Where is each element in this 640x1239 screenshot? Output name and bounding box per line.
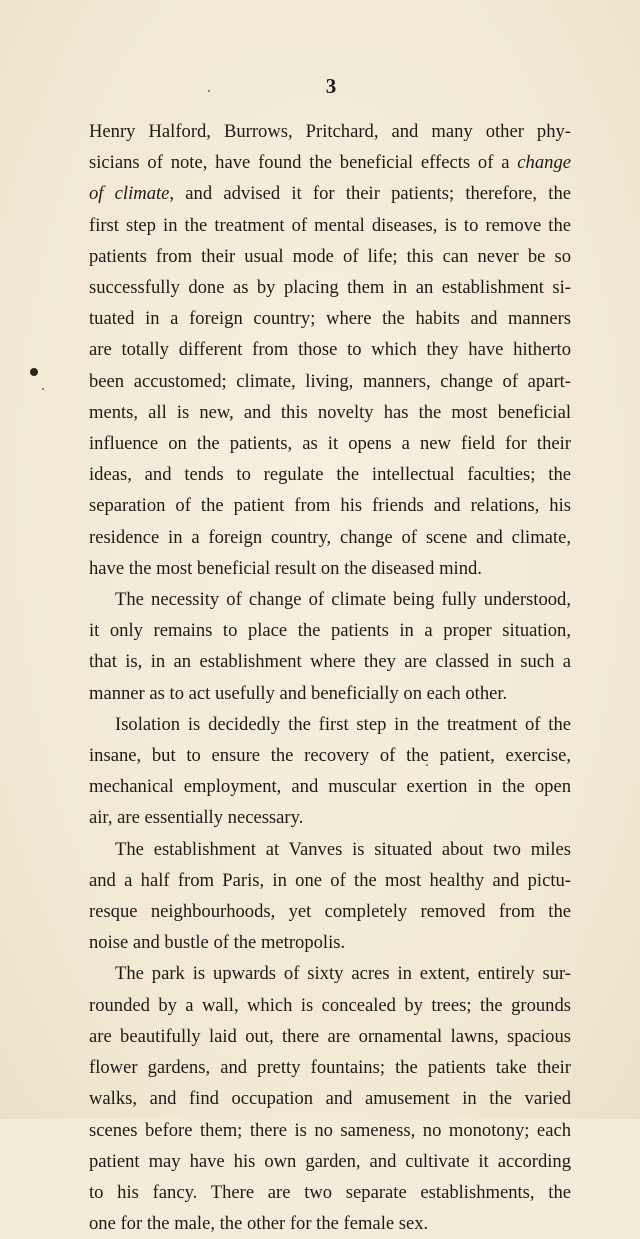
italic-phrase: of climate: [89, 183, 170, 205]
text-line: it only remains to place the patients in a proper situation,: [89, 620, 571, 642]
text-line: have the most beneficial result on the diseased mind.: [89, 557, 482, 579]
text-line: The establishment at Vanves is situated about two miles: [115, 838, 571, 860]
text-line: mechanical employment, and muscular exertion in the open: [89, 776, 571, 798]
text-line: The necessity of change of climate being fully understood,: [115, 589, 571, 611]
text-line: and a half from Paris, in one of the most healthy and pictu-: [89, 869, 571, 891]
text-line: are totally different from those to which they have hitherto: [89, 339, 571, 361]
text-line: insane, but to ensure the recovery of the patient, exercise,: [89, 745, 571, 767]
paragraph-3: [89, 709, 571, 834]
text-line: The park is upwards of sixty acres in extent, entirely sur-: [115, 963, 571, 985]
text-line: are beautifully laid out, there are ornamental lawns, spacious: [89, 1025, 571, 1047]
text-line: Isolation is decidedly the first step in the treatment of the: [115, 713, 571, 735]
paragraph-4: [89, 834, 571, 959]
page-number: 3: [325, 74, 337, 98]
text-line: [89, 178, 571, 209]
body-text: [89, 116, 571, 1239]
text-line: first step in the treatment of mental diseases, is to remove the: [89, 214, 571, 236]
text-line: patients from their usual mode of life; this can never be so: [89, 245, 571, 267]
paper-speck: [42, 388, 44, 390]
text-line: residence in a foreign country, change of scene and climate,: [89, 526, 571, 548]
text-line: scenes before them; there is no sameness, no monotony; each: [89, 1119, 571, 1141]
text-line: tuated in a foreign country; where the habits and manners: [89, 308, 571, 330]
text-line: separation of the patient from his friends and relations, his: [89, 495, 571, 517]
text-line: walks, and find occupation and amusement in the varied: [89, 1088, 571, 1110]
text-line: noise and bustle of the metropolis.: [89, 932, 346, 954]
text-line: ments, all is new, and this novelty has the most beneficial: [89, 401, 571, 423]
paragraph-1: [89, 116, 571, 584]
text-line: [89, 147, 571, 178]
text-line: rounded by a wall, which is concealed by trees; the grounds: [89, 994, 571, 1016]
margin-ink-dot: [30, 368, 38, 376]
text-line: influence on the patients, as it opens a new field for their: [89, 433, 571, 455]
text-line: flower gardens, and pretty fountains; the patients take their: [89, 1057, 571, 1079]
text-line: one for the male, the other for the female sex.: [89, 1213, 429, 1235]
paper-speck: [208, 90, 210, 92]
paragraph-5: [89, 958, 571, 1239]
text-line: ideas, and tends to regulate the intellectual faculties; the: [89, 464, 571, 486]
text-line: that is, in an establishment where they are classed in such a: [89, 651, 571, 673]
text-fragment: sicians of note, have found the beneficial effects of a: [89, 152, 518, 174]
text-line: to his fancy. There are two separate establishments, the: [89, 1181, 571, 1203]
text-line: resque neighbourhoods, yet completely removed from the: [89, 901, 571, 923]
text-line: patient may have his own garden, and cultivate it according: [89, 1150, 571, 1172]
paragraph-2: [89, 584, 571, 709]
text-line: Henry Halford, Burrows, Pritchard, and many other phy-: [89, 121, 571, 142]
text-line: been accustomed; climate, living, manners, change of apart-: [89, 370, 571, 392]
text-line: successfully done as by placing them in an establishment si-: [89, 277, 571, 299]
text-line: manner as to act usefully and beneficially on each other.: [89, 682, 508, 704]
italic-phrase: change: [517, 152, 571, 174]
text-fragment: , and advised it for their patients; therefore, the: [169, 183, 572, 205]
text-line: air, are essentially necessary.: [89, 807, 304, 829]
